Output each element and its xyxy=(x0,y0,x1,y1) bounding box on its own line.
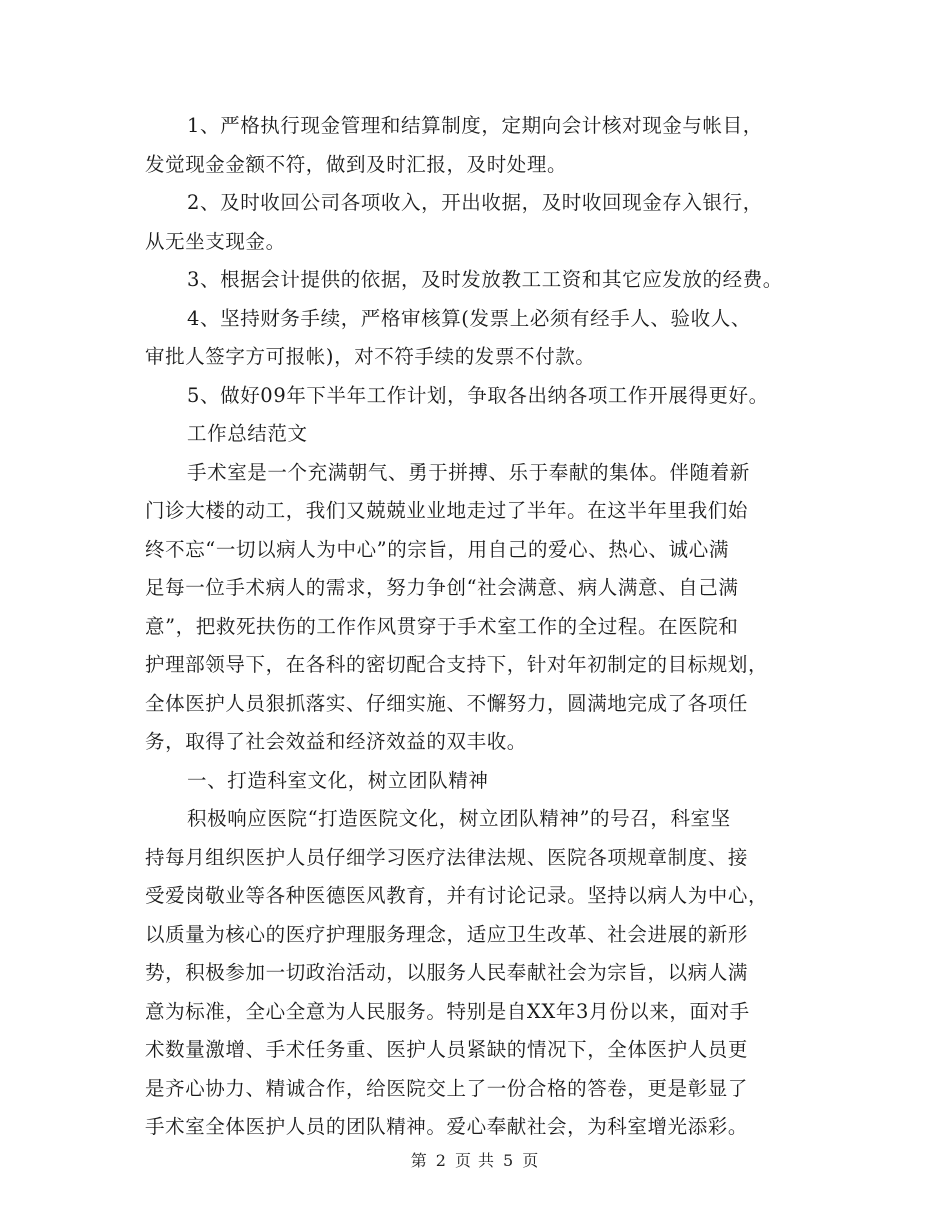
text-line: 审批人签字方可报帐)，对不符手续的发票不付款。 xyxy=(145,345,596,368)
text-line: 术数量激增、手术任务重、医护人员紧缺的情况下，全体医护人员更 xyxy=(145,1038,749,1061)
text-line: 意”，把救死扶伤的工作作风贯穿于手术室工作的全过程。在医院和 xyxy=(145,614,739,638)
text-line: 门诊大楼的动工，我们又兢兢业业地走过了半年。在这半年里我们始 xyxy=(145,499,749,522)
footer-suffix: 页 xyxy=(522,1151,540,1170)
text-line: 一、打造科室文化，树立团队精神 xyxy=(187,768,489,792)
text-line: 1、严格执行现金管理和结算制度，定期向会计核对现金与帐目， xyxy=(187,114,763,137)
text-line: 护理部领导下，在各科的密切配合支持下，针对年初制定的目标规划， xyxy=(145,653,769,676)
footer-prefix: 第 xyxy=(410,1151,428,1170)
text-line: 4、坚持财务手续，严格审核算(发票上必须有经手人、验收人、 xyxy=(187,306,751,330)
footer-middle: 页 共 xyxy=(454,1151,496,1170)
text-line: 5、做好09年下半年工作计划，争取各出纳各项工作开展得更好。 xyxy=(187,383,769,407)
text-line: 务，取得了社会效益和经济效益的双丰收。 xyxy=(145,730,527,753)
text-line: 以质量为核心的医疗护理服务理念，适应卫生改革、社会进展的新形 xyxy=(145,922,749,946)
text-line: 手术室是一个充满朝气、勇于拼搏、乐于奉献的集体。伴随着新 xyxy=(187,460,750,484)
text-line: 2、及时收回公司各项收入，开出收据，及时收回现金存入银行， xyxy=(187,191,763,214)
text-line: 3、根据会计提供的依据，及时发放教工工资和其它应发放的经费。 xyxy=(187,268,783,291)
text-line: 持每月组织医护人员仔细学习医疗法律法规、医院各项规章制度、接 xyxy=(145,845,749,869)
text-line: 全体医护人员狠抓落实、仔细实施、不懈努力，圆满地完成了各项任 xyxy=(145,691,749,715)
footer-current-page: 2 xyxy=(435,1151,447,1170)
text-line: 意为标准，全心全意为人民服务。特别是自XX年3月份以来，面对手 xyxy=(145,999,750,1023)
text-line: 手术室全体医护人员的团队精神。爱心奉献社会，为科室增光添彩。 xyxy=(145,1115,749,1138)
text-line: 终不忘“一切以病人为中心”的宗旨，用自己的爱心、热心、诚心满 xyxy=(145,537,729,561)
footer-total-pages: 5 xyxy=(503,1151,515,1170)
text-line: 工作总结范文 xyxy=(187,422,308,445)
text-line: 势，积极参加一切政治活动，以服务人民奉献社会为宗旨，以病人满 xyxy=(145,961,749,984)
text-line: 发觉现金金额不符，做到及时汇报，及时处理。 xyxy=(145,152,568,176)
text-line: 从无坐支现金。 xyxy=(145,229,286,253)
document-body xyxy=(145,107,835,1147)
text-line: 积极响应医院“打造医院文化，树立团队精神”的号召，科室坚 xyxy=(187,807,731,830)
text-line: 足每一位手术病人的需求，努力争创“社会满意、病人满意、自己满 xyxy=(145,576,739,599)
text-line: 受爱岗敬业等各种医德医风教育，并有讨论记录。坚持以病人为中心， xyxy=(145,884,769,907)
page-footer xyxy=(0,1148,950,1171)
text-line: 是齐心协力、精诚合作，给医院交上了一份合格的答卷，更是彰显了 xyxy=(145,1076,749,1100)
